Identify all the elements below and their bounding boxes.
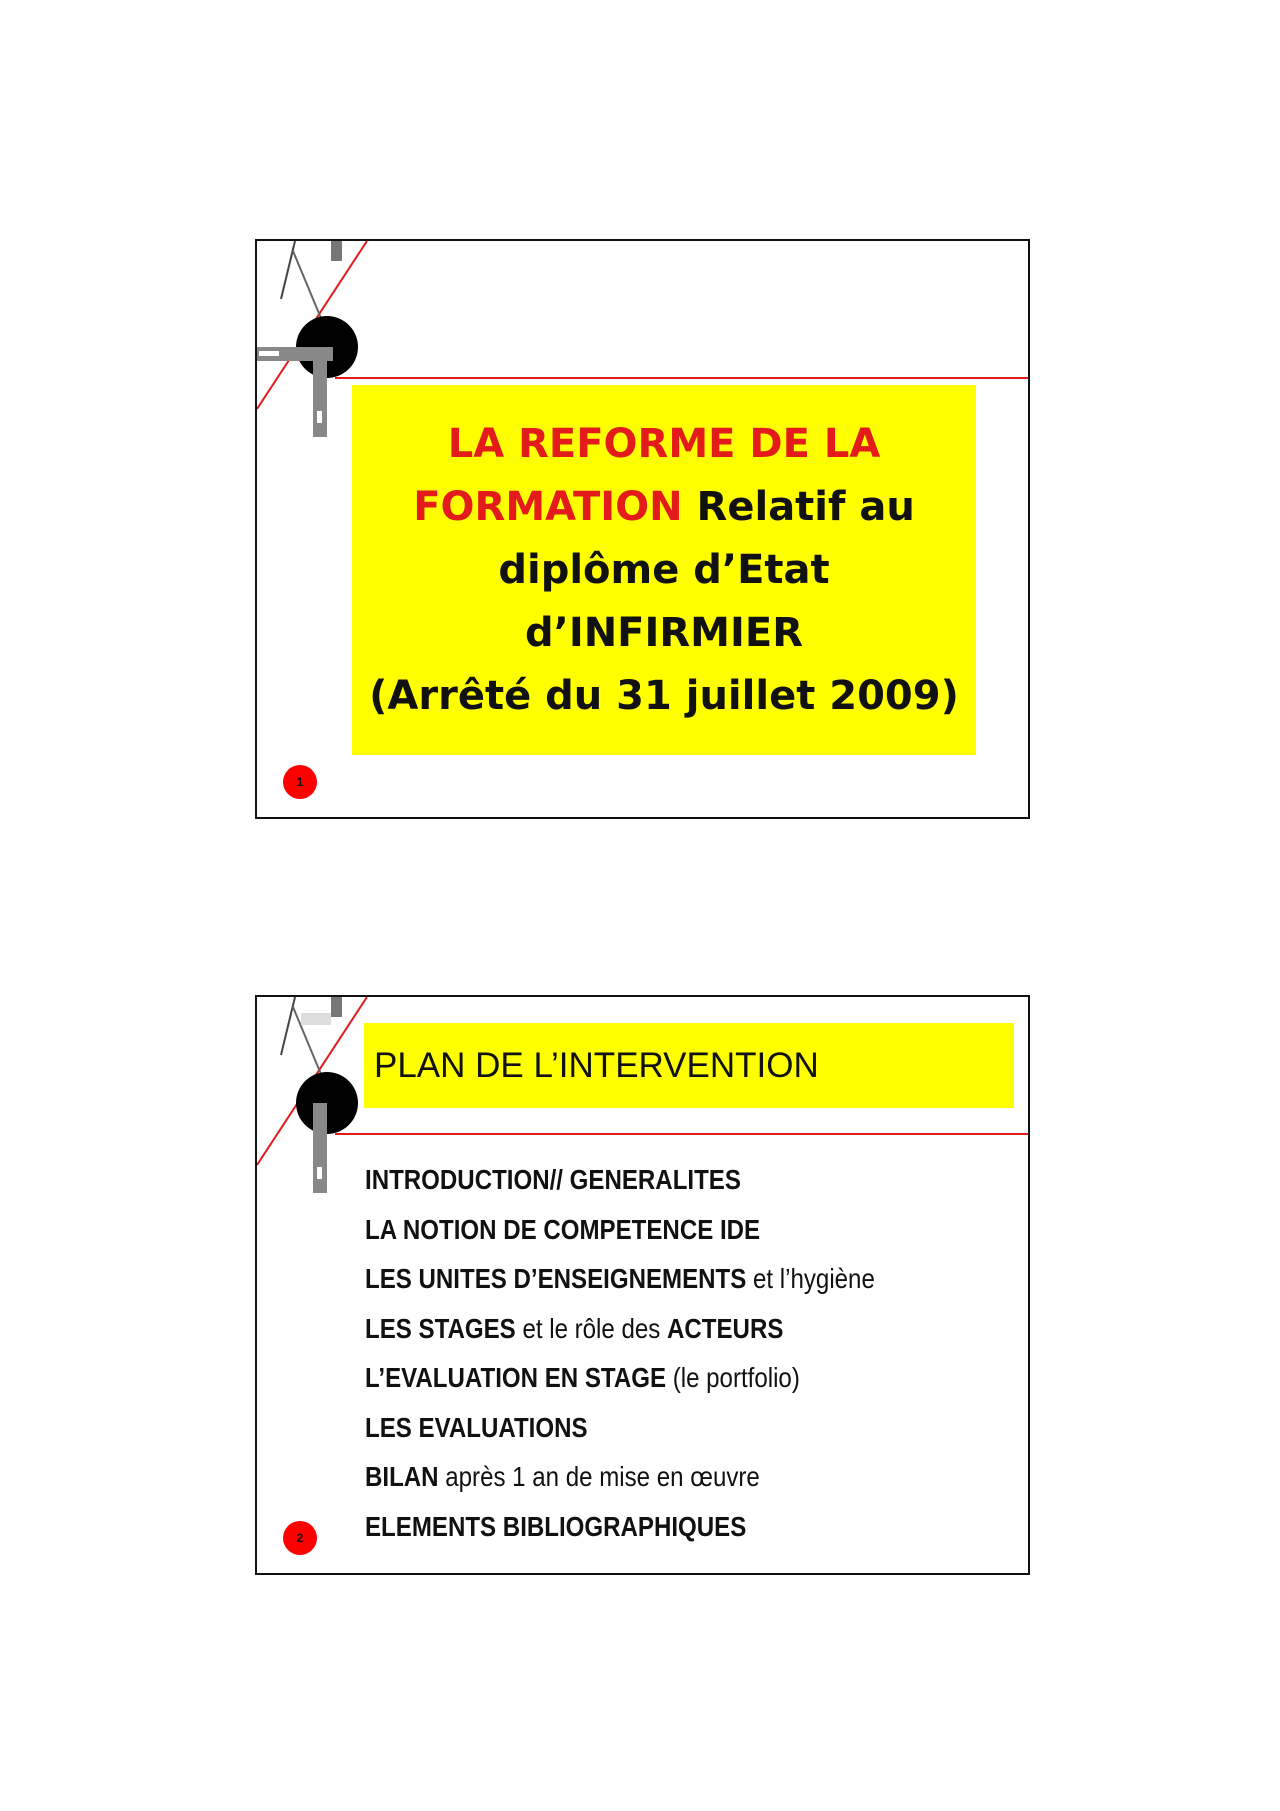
slide-decoration-graphic xyxy=(257,997,377,1197)
plan-list xyxy=(365,1155,958,1551)
slide-1 xyxy=(255,239,1030,819)
slide-number-badge: 1 xyxy=(283,765,317,799)
plan-heading: PLAN DE L’INTERVENTION xyxy=(374,1045,819,1085)
list-item: LES UNITES D’ENSEIGNEMENTS et l’hygiène xyxy=(365,1263,875,1294)
slide-number-badge: 2 xyxy=(283,1521,317,1555)
slide-title xyxy=(362,413,966,728)
title-box xyxy=(352,385,976,755)
title-red-line-2: FORMATION xyxy=(413,483,683,530)
list-item: LA NOTION DE COMPETENCE IDE xyxy=(365,1213,761,1245)
slide-2 xyxy=(255,995,1030,1575)
red-divider-line xyxy=(335,1133,1028,1135)
list-item: INTRODUCTION// GENERALITES xyxy=(365,1164,741,1195)
title-red-line-1: LA REFORME DE LA xyxy=(447,420,881,467)
plan-heading-box xyxy=(364,1023,1014,1108)
title-black-line-2: Relatif au xyxy=(682,483,915,530)
list-item: BILAN après 1 an de mise en œuvre xyxy=(365,1461,760,1492)
list-item: LES EVALUATIONS xyxy=(365,1411,588,1443)
list-item: LES STAGES et le rôle des ACTEURS xyxy=(365,1312,784,1344)
red-divider-line xyxy=(335,377,1028,379)
list-item: L’EVALUATION EN STAGE (le portfolio) xyxy=(365,1362,800,1393)
title-line-3: diplôme d’Etat d’INFIRMIER xyxy=(498,546,830,656)
list-item: ELEMENTS BIBLIOGRAPHIQUES xyxy=(365,1510,747,1542)
title-line-4: (Arrêté du 31 juillet 2009) xyxy=(369,672,959,719)
